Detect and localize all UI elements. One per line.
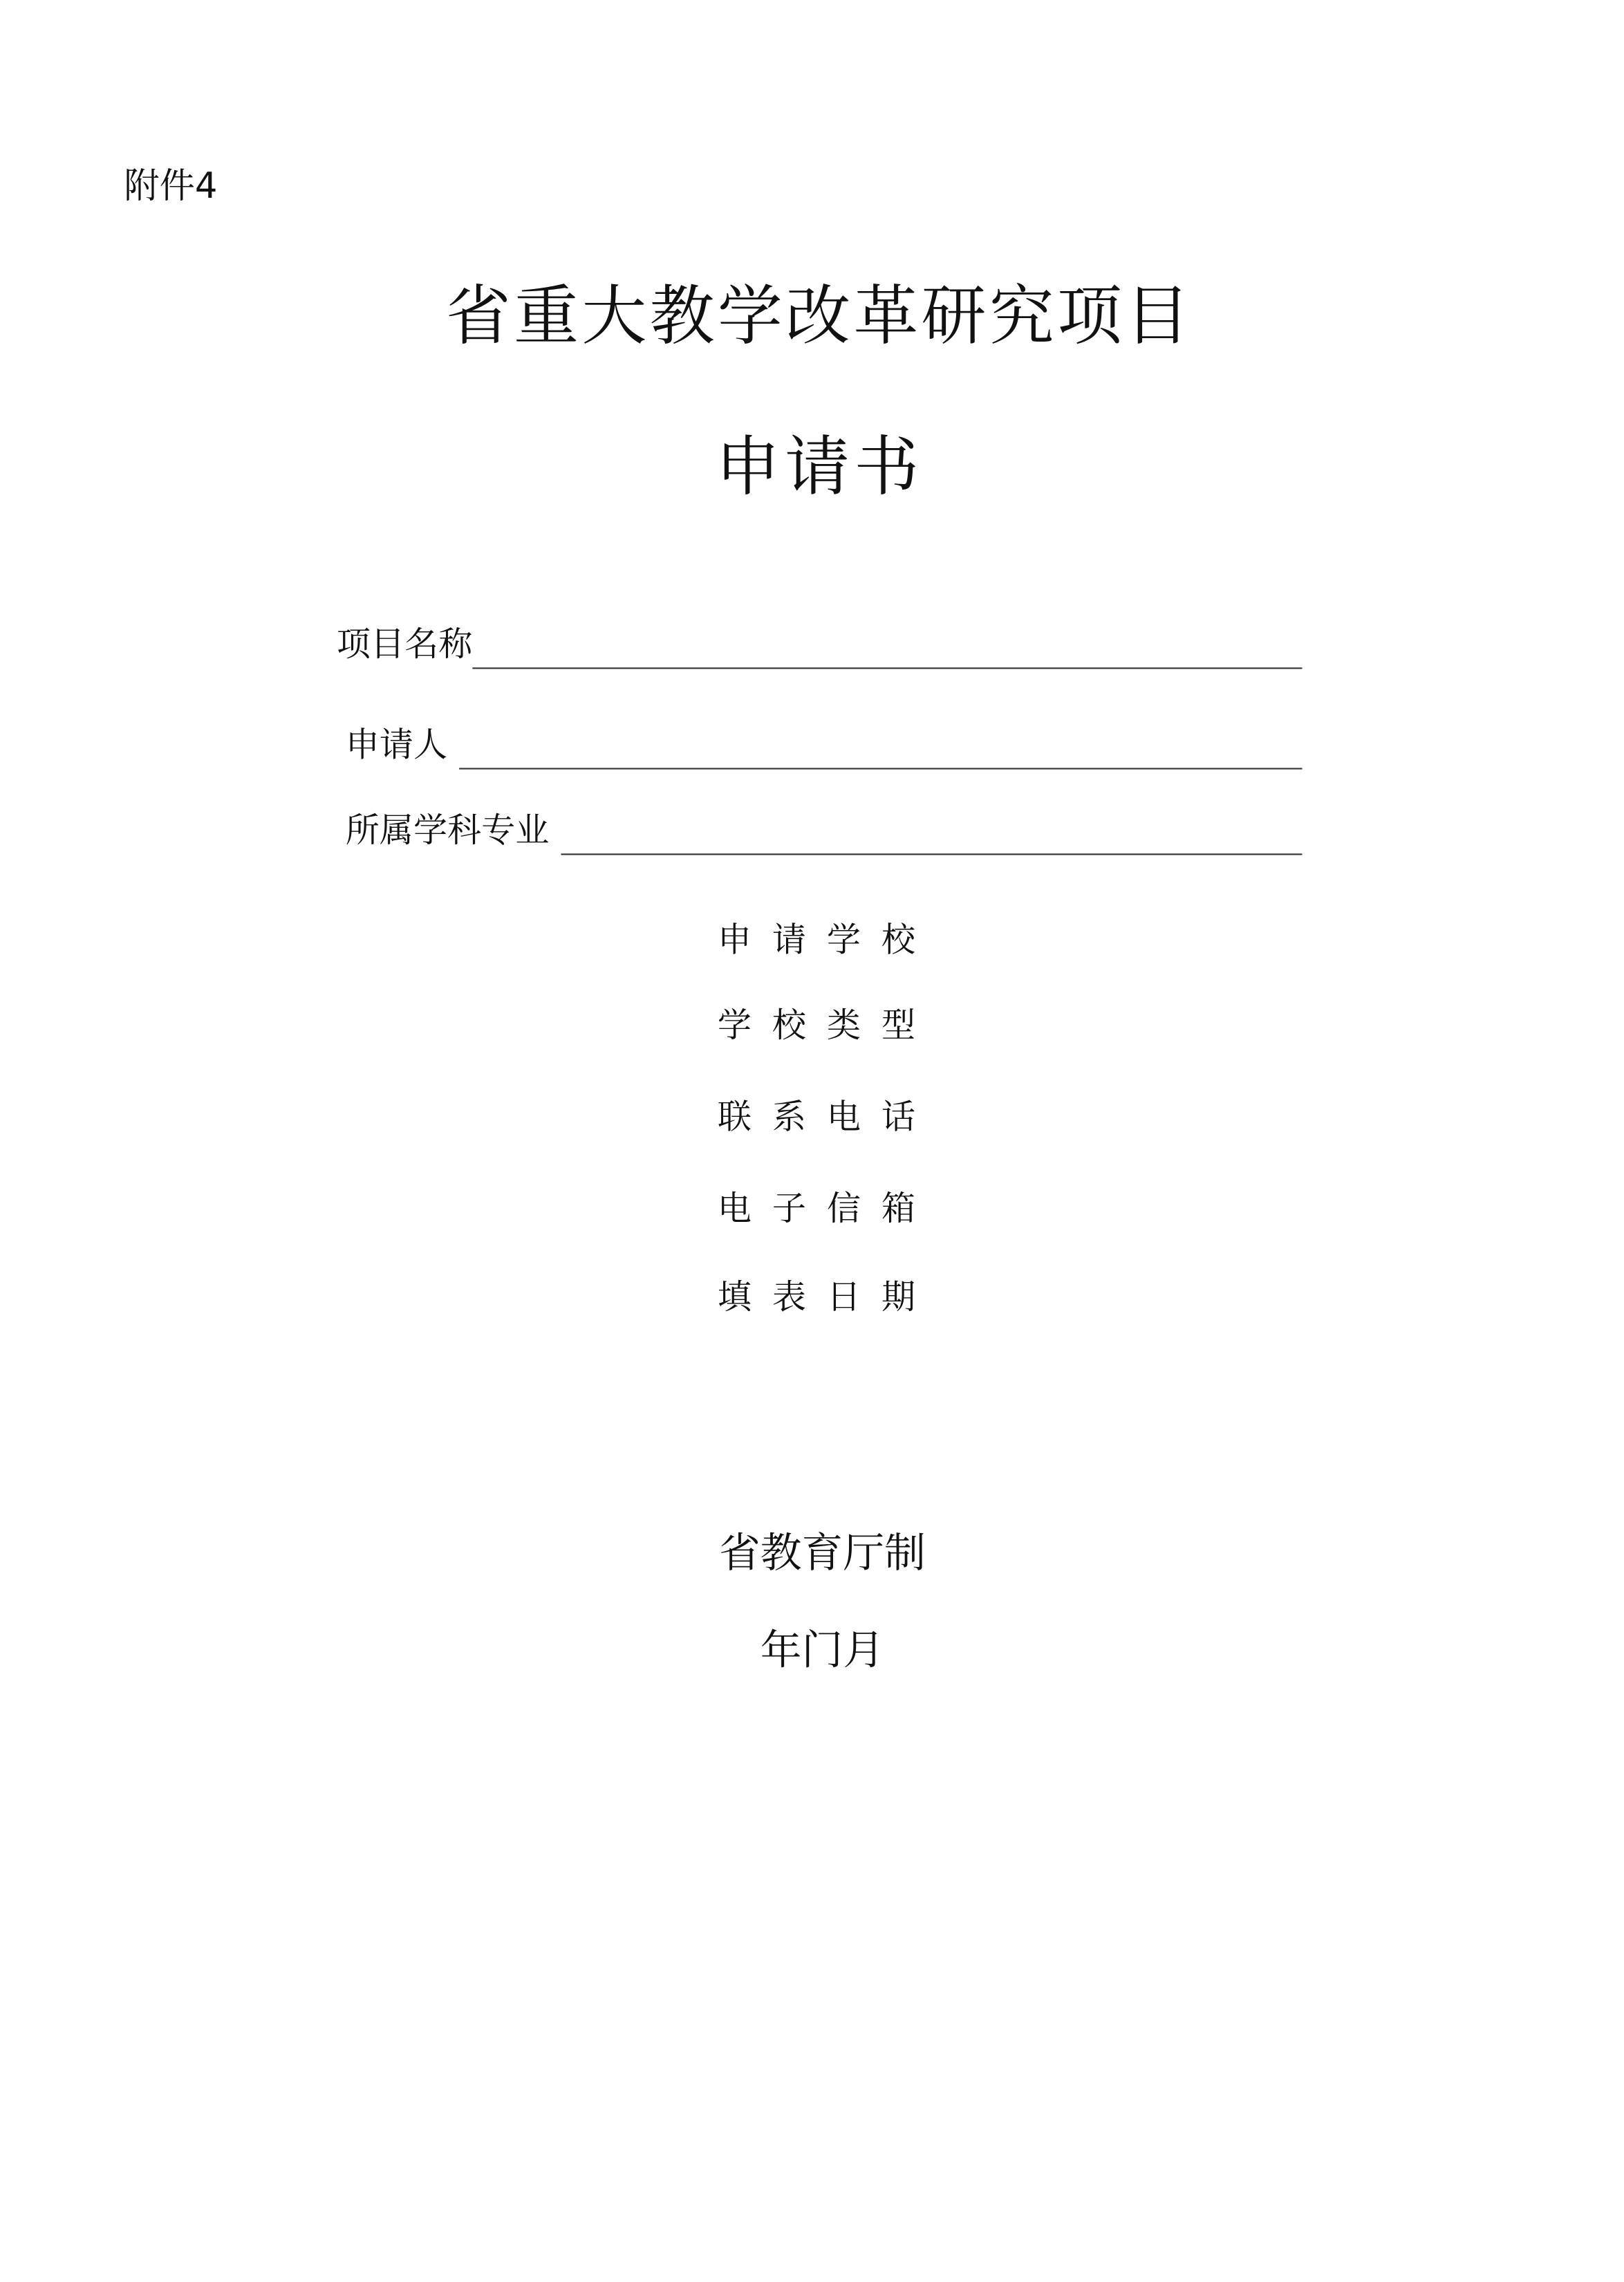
info-item-fill-date: 填表日期: [717, 1279, 936, 1317]
info-item-phone: 联系电话: [717, 1098, 936, 1138]
field-row-applicant: [345, 726, 1303, 766]
issuer-label: 省教育厅制: [718, 1528, 926, 1577]
field-row-discipline: [345, 812, 1303, 851]
discipline-blank[interactable]: [561, 852, 1302, 855]
project-name-blank[interactable]: [472, 666, 1302, 669]
info-item-email: 电子信箱: [717, 1190, 936, 1229]
field-label-project-name: 项目名称: [336, 626, 473, 665]
info-item-school-type: 学校类型: [717, 1007, 936, 1046]
document-subtitle: 申请书: [715, 429, 924, 505]
info-item-school: 申请学校: [717, 921, 936, 961]
attachment-label: 附件4: [124, 165, 218, 207]
date-line: 年门月: [760, 1626, 885, 1675]
applicant-blank[interactable]: [459, 766, 1302, 769]
document-title: 省重大教学改革研究项目: [445, 279, 1193, 355]
field-row-project-name: [336, 626, 1303, 665]
field-label-applicant: 申请人: [345, 726, 448, 766]
field-label-discipline: 所属学科专业: [345, 812, 550, 851]
